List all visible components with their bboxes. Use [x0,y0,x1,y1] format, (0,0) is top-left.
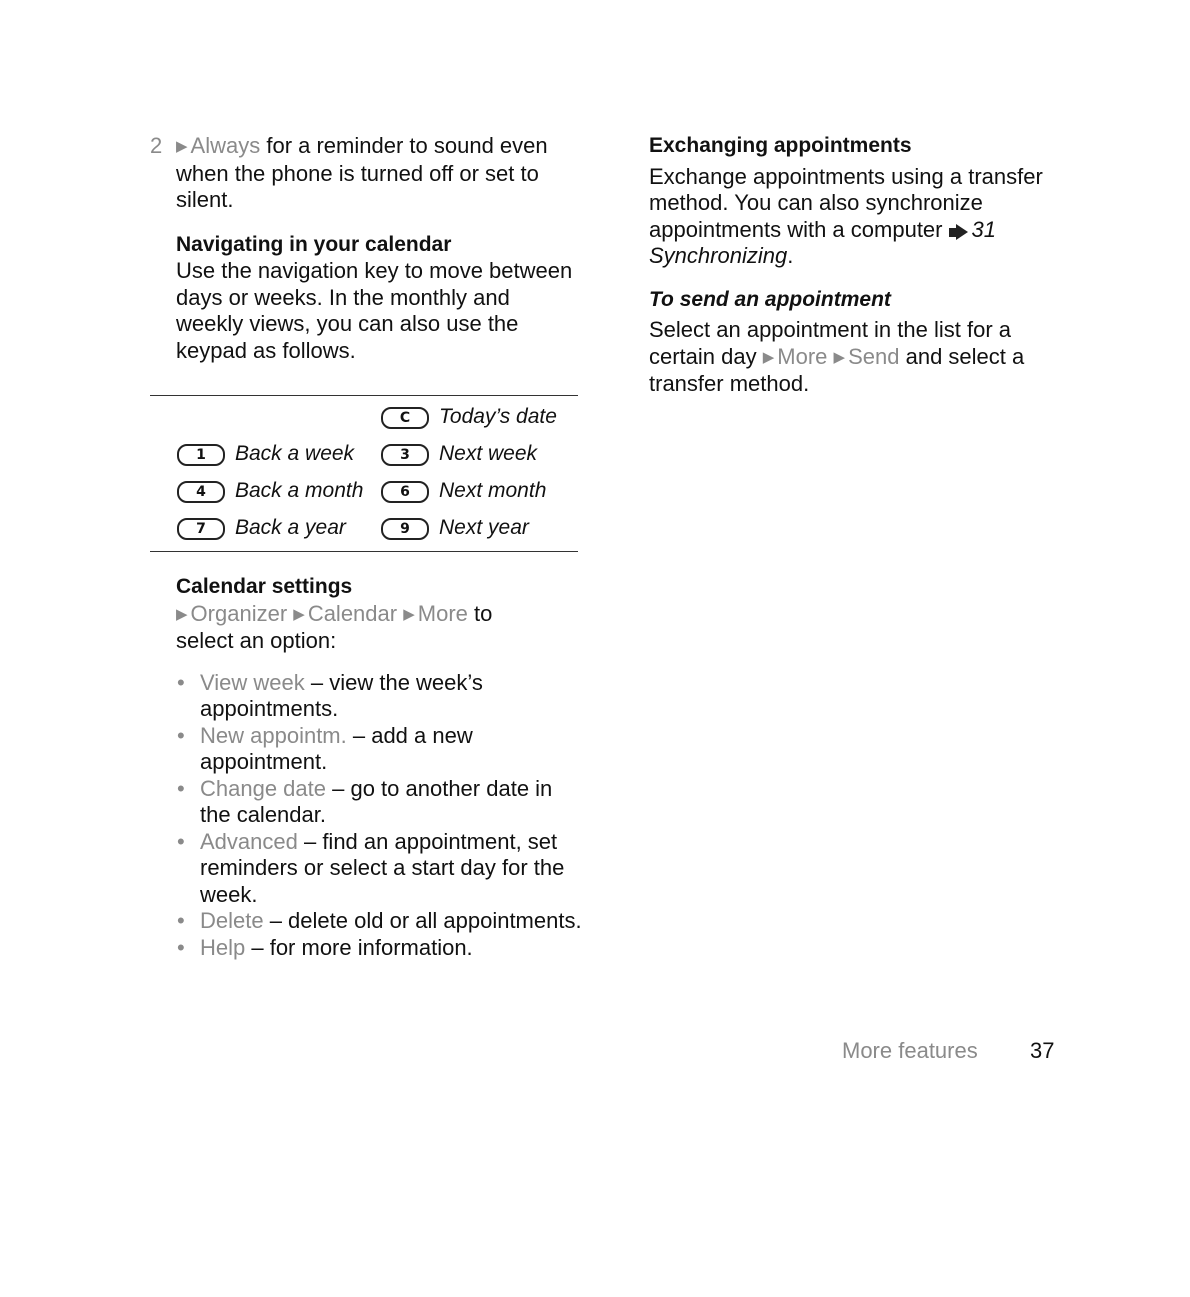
option-name: New appointm. [200,722,347,748]
exchanging-section [649,133,1059,270]
menu-item-more: More [777,343,828,369]
key-label: Today’s date [439,405,557,429]
reference-link: 31 Synchronizing [649,216,996,268]
option-desc: – go to another date in the calendar. [200,775,553,827]
option-desc: – view the week’s appointments. [200,669,483,721]
key-label: Next year [439,516,529,540]
option-desc: – add a new appointment. [200,722,473,774]
list-item [150,908,582,935]
keypad-cell [381,436,537,473]
exchanging-body [649,164,1059,270]
key-6-icon: 6 [381,481,429,503]
step-2 [150,133,582,214]
list-item [150,723,582,776]
send-text-before: Select an appointment in the list for a certain day [649,317,1011,369]
list-item [150,829,582,909]
step-number: 2 [150,133,163,158]
page-number: 37 [1030,1038,1055,1063]
bullet-icon: • [177,722,185,748]
settings-heading: Calendar settings [176,575,353,598]
option-desc: – for more information. [245,934,473,960]
reference-arrow-icon [949,224,968,240]
key-c-icon: C [381,407,429,429]
menu-arrow-icon: ▶ [176,138,188,155]
keypad-cell [381,473,546,510]
send-text-after: and select a transfer method. [649,343,1025,396]
list-item [150,670,582,723]
send-body [649,317,1059,398]
menu-item-send: Send [848,343,900,369]
option-desc: – find an appointment, set reminders or select a start day for the week. [200,828,565,907]
keypad-cell [177,436,354,473]
navigating-section [150,232,582,365]
option-name: Delete [200,908,264,933]
navigating-heading: Navigating in your calendar [176,232,452,256]
keypad-cell [381,510,529,547]
menu-arrow-icon: ▶ [762,348,775,366]
bullet-icon: • [177,828,185,854]
key-9-icon: 9 [381,518,429,540]
step-text [150,133,582,214]
keypad-cell [177,510,346,547]
keypad-cell [381,399,557,436]
reference-end: . [787,243,794,268]
menu-item-organizer: Organizer [190,600,288,626]
key-label: Back a year [235,516,346,540]
bullet-icon: • [177,908,185,933]
key-label: Next month [439,479,547,503]
step-text-rest: when the phone is turned off or set to silent. [176,160,539,212]
settings-section [150,574,582,655]
option-name: Change date [200,775,326,801]
send-heading: To send an appointment [649,287,891,311]
menu-arrow-icon: ▶ [833,348,846,366]
keypad-table [150,395,578,552]
step-text-line1: for a reminder to sound even [260,133,548,158]
keypad-row [150,436,578,473]
bullet-icon: • [177,775,185,801]
keypad-row [150,510,578,547]
key-label: Back a month [235,479,364,503]
bullet-icon: • [177,669,185,695]
navigating-body: Use the navigation key to move between days or weeks. In the monthly and weekly views, you can also use the keypad as follows. [176,258,573,363]
option-name: View week [200,669,305,695]
option-desc: – delete old or all appointments. [263,908,582,933]
options-list [150,670,582,962]
exchanging-heading: Exchanging appointments [649,134,912,157]
send-section [649,287,1059,398]
menu-arrow-icon: ▶ [403,605,415,623]
list-item [150,776,582,829]
right-column [649,133,1059,398]
settings-path-line2: select an option: [176,628,337,653]
key-label: Next week [439,442,538,466]
settings-path-suffix: to [467,600,493,626]
bullet-icon: • [177,934,185,960]
list-item [150,935,582,962]
key-label: Back a week [235,442,355,466]
menu-item-calendar: Calendar [307,600,398,626]
keypad-row [150,399,578,436]
key-7-icon: 7 [177,518,225,540]
keypad-cell [177,473,363,510]
key-3-icon: 3 [381,444,429,466]
settings-path [176,601,582,655]
menu-arrow-icon: ▶ [293,605,305,623]
key-4-icon: 4 [177,481,225,503]
left-column [150,133,582,961]
footer-section-title: More features [842,1038,978,1063]
key-1-icon: 1 [177,444,225,466]
option-name: Help [200,934,246,960]
menu-arrow-icon: ▶ [176,605,188,623]
menu-item-always: Always [190,133,261,158]
keypad-row [150,473,578,510]
menu-item-more: More [417,600,468,626]
option-name: Advanced [200,828,298,854]
exchanging-text: Exchange appointments using a transfer method. You can also synchronize appointments with a computer [649,163,1043,242]
